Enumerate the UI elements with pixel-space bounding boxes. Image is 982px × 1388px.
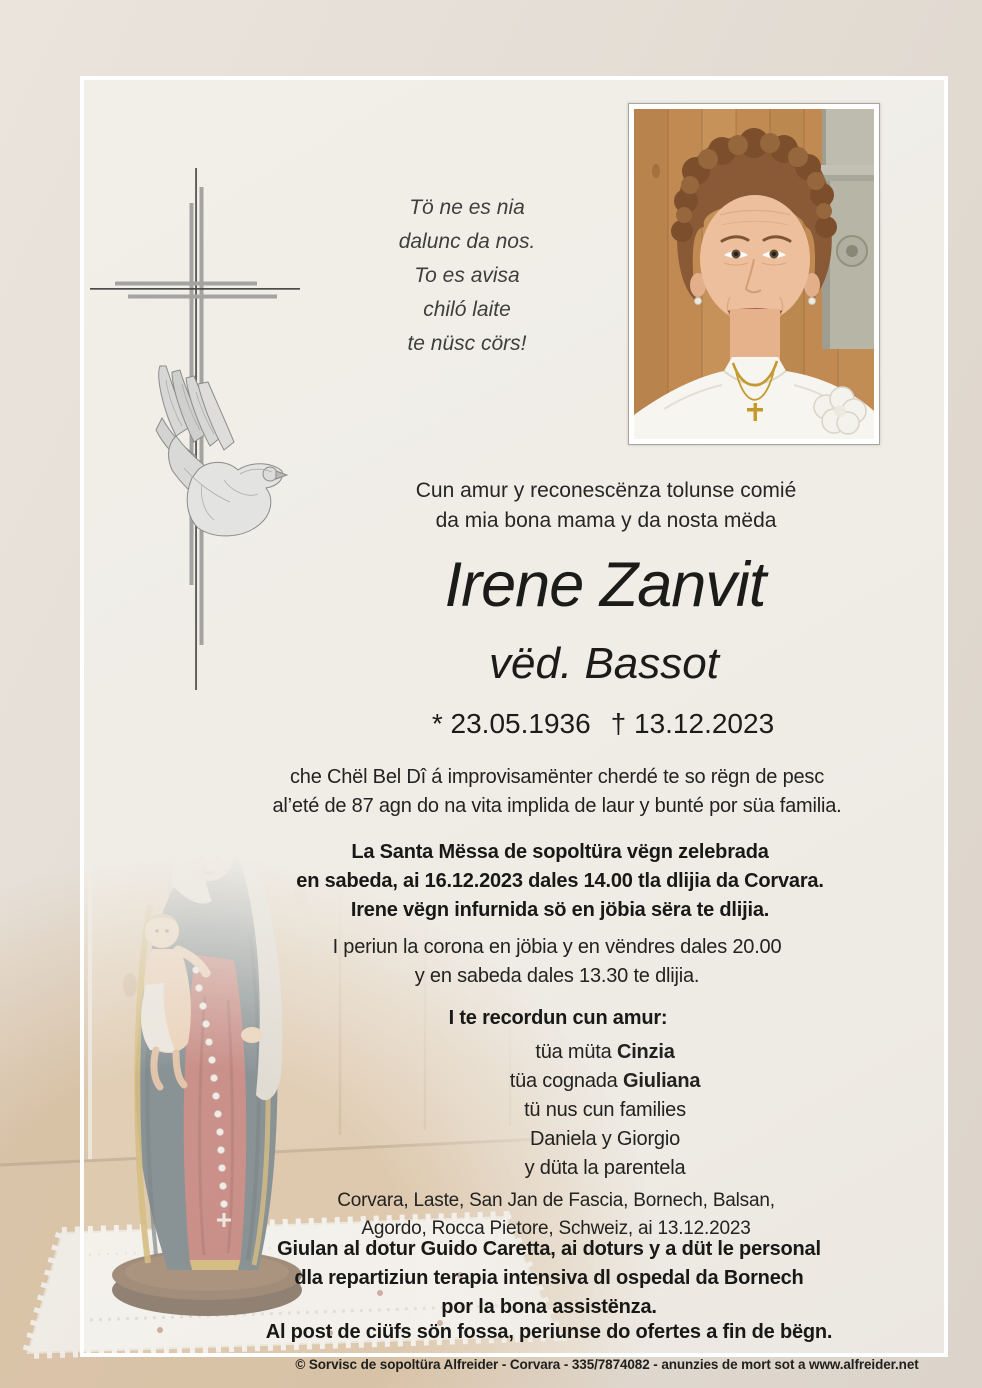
places-line: Corvara, Laste, San Jan de Fascia, Bornech, Balsan, bbox=[337, 1190, 775, 1211]
obituary-line: al’eté de 87 agn do na vita implida de laur y bunté por süa familia. bbox=[272, 795, 842, 817]
death-date: † 13.12.2023 bbox=[610, 708, 775, 739]
obituary-line: che Chël Bel Dî á improvisamënter cherdé te so rëgn de pesc bbox=[289, 766, 825, 788]
mourner-name: Giuliana bbox=[622, 1070, 701, 1092]
mourners-list bbox=[510, 1038, 701, 1183]
praying-hands-icon bbox=[132, 358, 288, 550]
portrait-photo bbox=[628, 103, 880, 445]
intro-line: Cun amur y reconescënza tolunse comié bbox=[415, 479, 797, 502]
thanks-line: Giulan al dotur Guido Caretta, ai doturs y a düt le personal bbox=[277, 1238, 821, 1260]
obituary-text bbox=[273, 763, 842, 821]
mourner-relation: tü nus cun families bbox=[524, 1099, 686, 1121]
funeral-line: La Santa Mëssa de sopoltüra vëgn zelebrada bbox=[351, 841, 769, 863]
funeral-line: en sabeda, ai 16.12.2023 dales 14.00 tla dlijia da Corvara. bbox=[296, 870, 824, 892]
mourner-relation: y düta la parentela bbox=[524, 1157, 686, 1179]
mourner-line bbox=[510, 1125, 701, 1154]
poem-line: chiló laite bbox=[423, 298, 511, 321]
places-line: Agordo, Rocca Pietore, Schweiz, ai 13.12.2023 bbox=[361, 1218, 751, 1239]
poem bbox=[399, 191, 536, 361]
thanks-text bbox=[277, 1235, 821, 1322]
thanks-line: por la bona assistënza. bbox=[441, 1296, 657, 1318]
mourner-relation: Daniela y Giorgio bbox=[529, 1128, 681, 1150]
intro-text bbox=[416, 476, 797, 536]
intro-line: da mia bona mama y da nosta mëda bbox=[435, 509, 777, 532]
footer-credit: © Sorvisc de sopoltüra Alfreider - Corvara - 335/7874082 - anunzies de mort sot a www.alfreider.net bbox=[295, 1357, 919, 1372]
mourner-line bbox=[510, 1038, 701, 1067]
life-dates bbox=[432, 706, 774, 742]
mourner-line bbox=[510, 1067, 701, 1096]
mourner-line bbox=[510, 1096, 701, 1125]
rosary-line: I periun la corona en jöbia y en vëndres dales 20.00 bbox=[332, 936, 782, 958]
funeral-line: Irene vëgn infurnida sö en jöbia sëra te dlijia. bbox=[350, 899, 770, 921]
deceased-name: Irene Zanvit bbox=[444, 550, 766, 620]
flowers-note: Al post de ciüfs sön fossa, periunse do ofertes a fin de bëgn. bbox=[265, 1321, 833, 1343]
widow-name: vëd. Bassot bbox=[489, 639, 719, 688]
mourner-relation: tüa cognada bbox=[509, 1070, 623, 1092]
remembrance-heading: I te recordun cun amur: bbox=[448, 1007, 668, 1029]
birth-date: * 23.05.1936 bbox=[431, 708, 591, 739]
mourner-line bbox=[510, 1154, 701, 1183]
poem-line: te nüsc cörs! bbox=[407, 332, 527, 355]
mourner-relation: tüa müta bbox=[535, 1041, 617, 1063]
poem-line: To es avisa bbox=[414, 264, 520, 287]
poem-line: Tö ne es nia bbox=[409, 196, 525, 219]
funeral-announcement bbox=[296, 838, 823, 925]
thanks-line: dla repartiziun terapia intensiva dl ospedal da Bornech bbox=[294, 1267, 804, 1289]
rosary-announcement bbox=[333, 933, 782, 991]
rosary-line: y en sabeda dales 13.30 te dlijia. bbox=[414, 965, 700, 987]
mourner-name: Cinzia bbox=[616, 1041, 675, 1063]
poem-line: dalunc da nos. bbox=[398, 230, 536, 253]
